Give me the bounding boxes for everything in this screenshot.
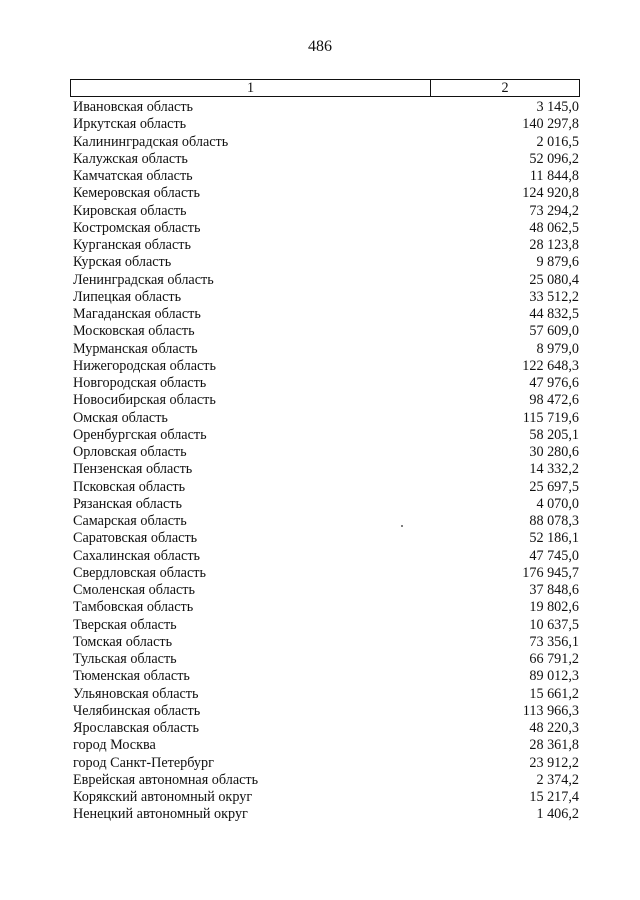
region-name: Ненецкий автономный округ [73, 806, 248, 823]
region-value: 23 912,2 [529, 754, 579, 771]
region-value: 88 078,3 [529, 513, 579, 529]
region-value: 2 374,2 [536, 771, 579, 788]
region-value: 14 332,2 [529, 461, 579, 478]
table-row [70, 427, 580, 444]
table-row [70, 134, 580, 151]
region-name: Орловская область [73, 444, 187, 460]
region-value: 10 637,5 [529, 616, 579, 633]
table-row [70, 720, 580, 737]
table-row [70, 703, 580, 720]
region-value: 44 832,5 [529, 306, 579, 322]
region-value: 124 920,8 [522, 185, 579, 202]
table-row [70, 306, 580, 323]
region-name: Курганская область [73, 237, 191, 253]
table-row [70, 548, 580, 565]
region-value: 98 472,6 [529, 392, 579, 409]
region-value: 57 609,0 [529, 323, 579, 340]
region-name: Курская область [73, 254, 172, 271]
region-name: Ивановская область [73, 99, 194, 115]
region-value: 52 186,1 [529, 530, 579, 547]
table-row [70, 323, 580, 340]
scan-speck [401, 525, 403, 527]
region-name: Ульяновская область [73, 685, 199, 702]
region-value: 30 280,6 [529, 444, 579, 460]
table-row [70, 341, 580, 358]
table-row [70, 272, 580, 289]
region-name: Кировская область [73, 202, 187, 219]
region-value: 176 945,7 [522, 564, 579, 581]
region-value: 122 648,3 [522, 357, 579, 374]
region-name: Самарская область [73, 513, 187, 529]
table-row [70, 392, 580, 409]
region-name: Смоленская область [73, 582, 195, 598]
table-row [70, 220, 580, 237]
table-row [70, 168, 580, 185]
table-row [70, 358, 580, 375]
region-name: Иркутская область [73, 116, 187, 133]
region-value: 3 145,0 [536, 99, 579, 115]
region-value: 66 791,2 [529, 651, 579, 667]
region-value: 15 217,4 [529, 789, 579, 805]
region-name: Тульская область [73, 651, 177, 667]
region-value: 47 976,6 [529, 375, 579, 391]
region-value: 58 205,1 [529, 426, 579, 443]
table-row [70, 686, 580, 703]
region-name: Еврейская автономная область [73, 771, 259, 788]
region-name: Московская область [73, 323, 195, 340]
region-name: Камчатская область [73, 168, 193, 184]
table-row [70, 461, 580, 478]
region-value: 8 979,0 [536, 340, 579, 357]
column-header-1: 1 [71, 80, 431, 96]
region-value: 89 012,3 [529, 668, 579, 685]
table-row [70, 789, 580, 806]
region-name: Магаданская область [73, 306, 201, 322]
region-value: 28 123,8 [529, 237, 579, 253]
table-row [70, 806, 580, 823]
region-value: 73 294,2 [529, 202, 579, 219]
table-row [70, 617, 580, 634]
region-value: 115 719,6 [522, 409, 579, 426]
region-name: Свердловская область [73, 564, 206, 581]
table-row [70, 444, 580, 461]
region-name: Псковская область [73, 478, 186, 495]
table-row [70, 668, 580, 685]
table-row [70, 151, 580, 168]
region-value: 113 966,3 [522, 702, 579, 719]
region-name: Нижегородская область [73, 357, 216, 374]
table-row [70, 651, 580, 668]
table-row [70, 479, 580, 496]
region-name: Калужская область [73, 150, 188, 167]
region-value: 19 802,6 [529, 599, 579, 616]
region-name: Сахалинская область [73, 547, 201, 564]
region-value: 9 879,6 [536, 254, 579, 271]
region-value: 73 356,1 [529, 633, 579, 650]
region-name: Омская область [73, 409, 168, 426]
region-value: 25 080,4 [529, 271, 579, 288]
table-row [70, 237, 580, 254]
table-row [70, 737, 580, 754]
region-name: Ленинградская область [73, 271, 214, 288]
region-name: Костромская область [73, 219, 201, 236]
region-value: 37 848,6 [529, 582, 579, 598]
region-name: Тверская область [73, 616, 177, 633]
table-row [70, 565, 580, 582]
table-row [70, 755, 580, 772]
region-name: Кемеровская область [73, 185, 200, 202]
region-value: 47 745,0 [529, 547, 579, 564]
region-value: 48 220,3 [529, 720, 579, 736]
region-name: Рязанская область [73, 495, 183, 512]
data-table [70, 79, 580, 824]
region-name: Тюменская область [73, 668, 190, 685]
region-value: 2 016,5 [536, 133, 579, 150]
region-name: Ярославская область [73, 720, 199, 736]
region-name: Томская область [73, 633, 173, 650]
table-row [70, 513, 580, 530]
region-value: 140 297,8 [522, 116, 579, 133]
region-name: Новосибирская область [73, 392, 216, 409]
region-value: 25 697,5 [529, 478, 579, 495]
table-header [70, 79, 580, 97]
region-name: Корякский автономный округ [73, 789, 253, 805]
region-value: 52 096,2 [529, 150, 579, 167]
region-name: Саратовская область [73, 530, 198, 547]
table-row [70, 530, 580, 547]
table-row [70, 99, 580, 116]
table-row [70, 289, 580, 306]
table-row [70, 410, 580, 427]
region-name: Оренбургская область [73, 426, 207, 443]
table-body [70, 99, 580, 824]
region-value: 28 361,8 [529, 737, 579, 754]
region-value: 4 070,0 [536, 495, 579, 512]
region-value: 1 406,2 [536, 806, 579, 823]
table-row [70, 254, 580, 271]
region-value: 11 844,8 [529, 168, 579, 184]
region-name: город Москва [73, 737, 156, 754]
table-row [70, 634, 580, 651]
table-row [70, 772, 580, 789]
region-value: 33 512,2 [529, 288, 579, 305]
region-name: Калининградская область [73, 133, 229, 150]
region-name: Пензенская область [73, 461, 193, 478]
region-value: 48 062,5 [529, 219, 579, 236]
region-name: Липецкая область [73, 288, 182, 305]
table-row [70, 599, 580, 616]
table-row [70, 203, 580, 220]
region-name: Мурманская область [73, 340, 198, 357]
table-row [70, 582, 580, 599]
table-row [70, 116, 580, 133]
region-name: Челябинская область [73, 702, 201, 719]
page-number: 486 [308, 38, 332, 55]
table-row [70, 185, 580, 202]
region-name: Новгородская область [73, 375, 207, 391]
table-row [70, 375, 580, 392]
column-header-2: 2 [501, 80, 509, 96]
table-row [70, 496, 580, 513]
region-value: 15 661,2 [529, 685, 579, 702]
region-name: Тамбовская область [73, 599, 194, 616]
region-name: город Санкт-Петербург [73, 754, 214, 771]
